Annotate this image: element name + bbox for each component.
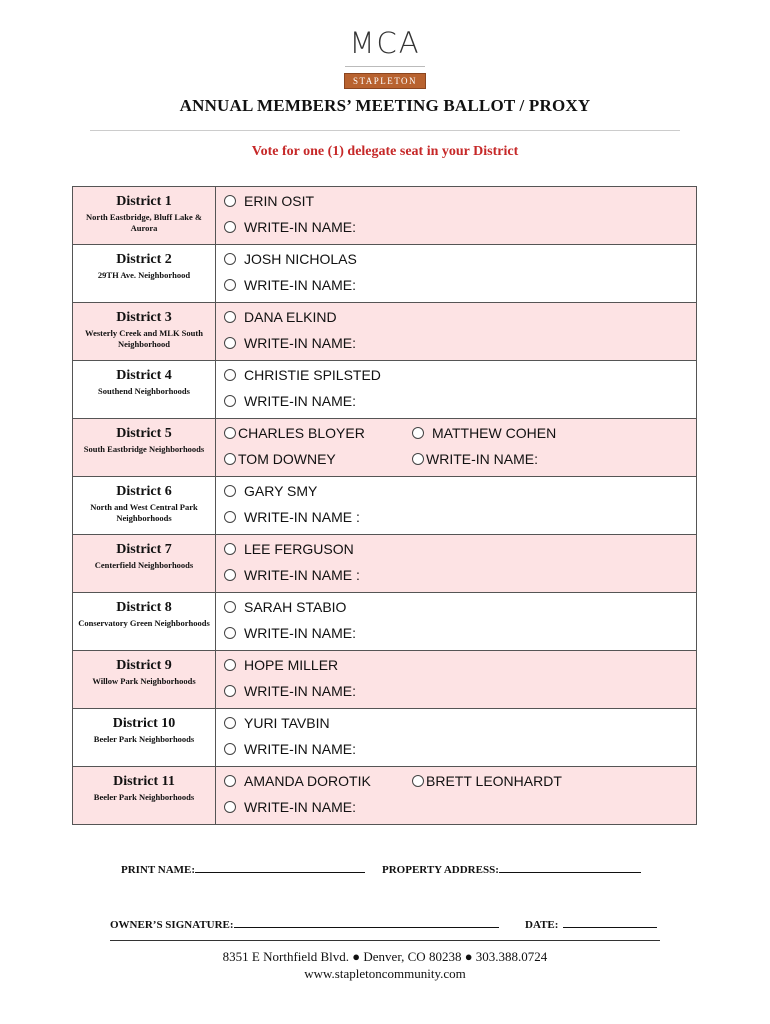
address-line: 8351 E Northfield Blvd. ● Denver, CO 80238 ● 303.388.0724 <box>222 949 548 964</box>
candidate-option[interactable] <box>224 657 338 673</box>
district-name: District 8 <box>116 600 172 615</box>
candidate-options <box>216 303 696 360</box>
print-name-line[interactable] <box>195 861 365 873</box>
radio-circle-icon[interactable] <box>224 775 236 787</box>
property-address-label: PROPERTY ADDRESS: <box>382 864 499 876</box>
radio-circle-icon[interactable] <box>224 685 236 697</box>
candidate-label: WRITE-IN NAME: <box>244 799 356 815</box>
district-cell <box>73 767 216 824</box>
candidate-options <box>216 477 696 534</box>
footer-divider <box>110 940 660 941</box>
district-row <box>73 593 696 651</box>
district-cell <box>73 303 216 360</box>
district-neighborhoods: Centerfield Neighborhoods <box>94 560 194 570</box>
candidate-option[interactable] <box>224 683 356 699</box>
district-name: District 2 <box>116 252 172 267</box>
district-name: District 11 <box>113 774 175 789</box>
radio-circle-icon[interactable] <box>224 743 236 755</box>
district-cell <box>73 419 216 476</box>
radio-circle-icon[interactable] <box>224 511 236 523</box>
print-name-label: PRINT NAME: <box>121 864 196 876</box>
candidate-label: BRETT LEONHARDT <box>426 773 562 789</box>
candidate-label: SARAH STABIO <box>244 599 347 615</box>
candidate-option[interactable] <box>224 741 356 757</box>
radio-circle-icon[interactable] <box>224 627 236 639</box>
candidate-option[interactable] <box>412 773 562 789</box>
district-name: District 7 <box>116 542 172 557</box>
district-neighborhoods: North and West Central Park Neighborhoods <box>90 502 198 523</box>
candidate-label: WRITE-IN NAME: <box>244 683 356 699</box>
owner-signature-label: OWNER’S SIGNATURE: <box>110 919 234 931</box>
radio-circle-icon[interactable] <box>224 801 236 813</box>
candidate-label: WRITE-IN NAME: <box>244 393 356 409</box>
candidate-option[interactable] <box>224 193 314 209</box>
candidate-label: MATTHEW COHEN <box>432 425 557 441</box>
logo-mark: MCA <box>349 26 421 60</box>
radio-circle-icon[interactable] <box>224 569 236 581</box>
district-row <box>73 651 696 709</box>
candidate-option[interactable] <box>224 599 346 615</box>
candidate-label: GARY SMY <box>244 483 318 499</box>
candidate-option[interactable] <box>224 309 337 325</box>
candidate-option[interactable] <box>224 625 356 641</box>
district-name: District 6 <box>116 484 172 499</box>
candidate-options <box>216 593 696 650</box>
candidate-options <box>216 651 696 708</box>
district-row <box>73 535 696 593</box>
district-cell <box>73 245 216 302</box>
candidate-label: WRITE-IN NAME : <box>244 509 360 525</box>
radio-circle-icon[interactable] <box>224 427 236 439</box>
district-row <box>73 477 696 535</box>
candidate-label: TOM DOWNEY <box>238 451 336 467</box>
radio-circle-icon[interactable] <box>224 659 236 671</box>
candidate-option[interactable] <box>412 425 556 441</box>
date-line[interactable] <box>563 916 657 928</box>
district-cell <box>73 535 216 592</box>
radio-circle-icon[interactable] <box>412 427 424 439</box>
radio-circle-icon[interactable] <box>224 395 236 407</box>
candidate-option[interactable] <box>224 451 336 467</box>
district-row <box>73 419 696 477</box>
candidate-options <box>216 419 696 476</box>
logo-banner: STAPLETON <box>344 73 426 89</box>
print-name-field[interactable] <box>121 861 365 876</box>
candidate-option[interactable] <box>224 393 356 409</box>
radio-circle-icon[interactable] <box>224 279 236 291</box>
district-row <box>73 361 696 419</box>
radio-circle-icon[interactable] <box>224 253 236 265</box>
owner-signature-line[interactable] <box>234 916 499 928</box>
vote-instruction: Vote for one (1) delegate seat in your District <box>251 144 519 159</box>
radio-circle-icon[interactable] <box>224 221 236 233</box>
district-name: District 3 <box>116 310 172 325</box>
candidate-option[interactable] <box>224 541 354 557</box>
district-name: District 4 <box>116 368 172 383</box>
candidate-option[interactable] <box>412 451 538 467</box>
candidate-option[interactable] <box>224 509 360 525</box>
candidate-label: CHRISTIE SPILSTED <box>244 367 381 383</box>
candidate-option[interactable] <box>224 715 330 731</box>
candidate-label: DANA ELKIND <box>244 309 337 325</box>
ballot-table <box>72 186 697 825</box>
candidate-options <box>216 709 696 766</box>
candidate-label: JOSH NICHOLAS <box>244 251 357 267</box>
candidate-option[interactable] <box>224 219 356 235</box>
radio-circle-icon[interactable] <box>224 311 236 323</box>
radio-circle-icon[interactable] <box>412 453 424 465</box>
candidate-label: WRITE-IN NAME: <box>244 335 356 351</box>
radio-circle-icon[interactable] <box>224 337 236 349</box>
candidate-option[interactable] <box>224 335 356 351</box>
candidate-label: WRITE-IN NAME : <box>244 567 360 583</box>
district-cell <box>73 477 216 534</box>
candidate-option[interactable] <box>224 483 317 499</box>
radio-circle-icon[interactable] <box>224 369 236 381</box>
district-row <box>73 245 696 303</box>
candidate-label: WRITE-IN NAME: <box>426 451 538 467</box>
candidate-option[interactable] <box>224 799 356 815</box>
district-neighborhoods: Beeler Park Neighborhoods <box>93 734 195 744</box>
mca-logo <box>0 26 770 89</box>
title-divider <box>90 130 680 131</box>
candidate-label: WRITE-IN NAME: <box>244 625 356 641</box>
candidate-option[interactable] <box>224 773 371 789</box>
district-cell <box>73 361 216 418</box>
organization-address <box>0 948 770 982</box>
candidate-label: CHARLES BLOYER <box>238 425 365 441</box>
district-row <box>73 303 696 361</box>
candidate-option[interactable] <box>224 425 365 441</box>
candidate-label: WRITE-IN NAME: <box>244 741 356 757</box>
property-address-field[interactable] <box>382 861 641 876</box>
owner-signature-field[interactable] <box>110 916 499 931</box>
radio-circle-icon[interactable] <box>224 485 236 497</box>
district-name: District 5 <box>116 426 172 441</box>
candidate-label: ERIN OSIT <box>244 193 315 209</box>
candidate-option[interactable] <box>224 367 381 383</box>
page-title: ANNUAL MEMBERS’ MEETING BALLOT / PROXY <box>179 96 591 115</box>
candidate-label: LEE FERGUSON <box>244 541 354 557</box>
district-cell <box>73 187 216 244</box>
radio-circle-icon[interactable] <box>224 543 236 555</box>
district-name: District 1 <box>116 194 172 209</box>
candidate-label: HOPE MILLER <box>244 657 339 673</box>
district-neighborhoods: Southend Neighborhoods <box>98 386 190 396</box>
candidate-label: YURI TAVBIN <box>244 715 330 731</box>
candidate-label: WRITE-IN NAME: <box>244 277 356 293</box>
candidate-label: WRITE-IN NAME: <box>244 219 356 235</box>
radio-circle-icon[interactable] <box>224 453 236 465</box>
district-name: District 9 <box>116 658 172 673</box>
district-cell <box>73 651 216 708</box>
candidate-option[interactable] <box>224 277 356 293</box>
logo-divider <box>345 66 425 67</box>
date-label: DATE: <box>525 919 559 931</box>
candidate-options <box>216 187 696 244</box>
district-neighborhoods: 29TH Ave. Neighborhood <box>97 270 191 280</box>
candidate-options <box>216 245 696 302</box>
candidate-label: AMANDA DOROTIK <box>244 773 371 789</box>
district-row <box>73 187 696 245</box>
district-neighborhoods: Conservatory Green Neighborhoods <box>78 618 210 628</box>
candidate-options <box>216 535 696 592</box>
date-field[interactable] <box>525 916 657 931</box>
district-neighborhoods: South Eastbridge Neighborhoods <box>83 444 205 454</box>
district-neighborhoods: North Eastbridge, Bluff Lake & Aurora <box>86 212 202 233</box>
district-name: District 10 <box>112 716 176 731</box>
radio-circle-icon[interactable] <box>224 717 236 729</box>
district-neighborhoods: Willow Park Neighborhoods <box>92 676 196 686</box>
district-cell <box>73 593 216 650</box>
radio-circle-icon[interactable] <box>224 195 236 207</box>
property-address-line[interactable] <box>499 861 641 873</box>
candidate-option[interactable] <box>224 251 357 267</box>
district-row <box>73 709 696 767</box>
candidate-options <box>216 767 696 824</box>
candidate-option[interactable] <box>224 567 360 583</box>
candidate-options <box>216 361 696 418</box>
district-cell <box>73 709 216 766</box>
district-neighborhoods: Beeler Park Neighborhoods <box>93 792 195 802</box>
radio-circle-icon[interactable] <box>224 601 236 613</box>
district-row <box>73 767 696 825</box>
district-neighborhoods: Westerly Creek and MLK South Neighborhood <box>85 328 203 349</box>
radio-circle-icon[interactable] <box>412 775 424 787</box>
website-link[interactable]: www.stapletoncommunity.com <box>304 966 466 981</box>
